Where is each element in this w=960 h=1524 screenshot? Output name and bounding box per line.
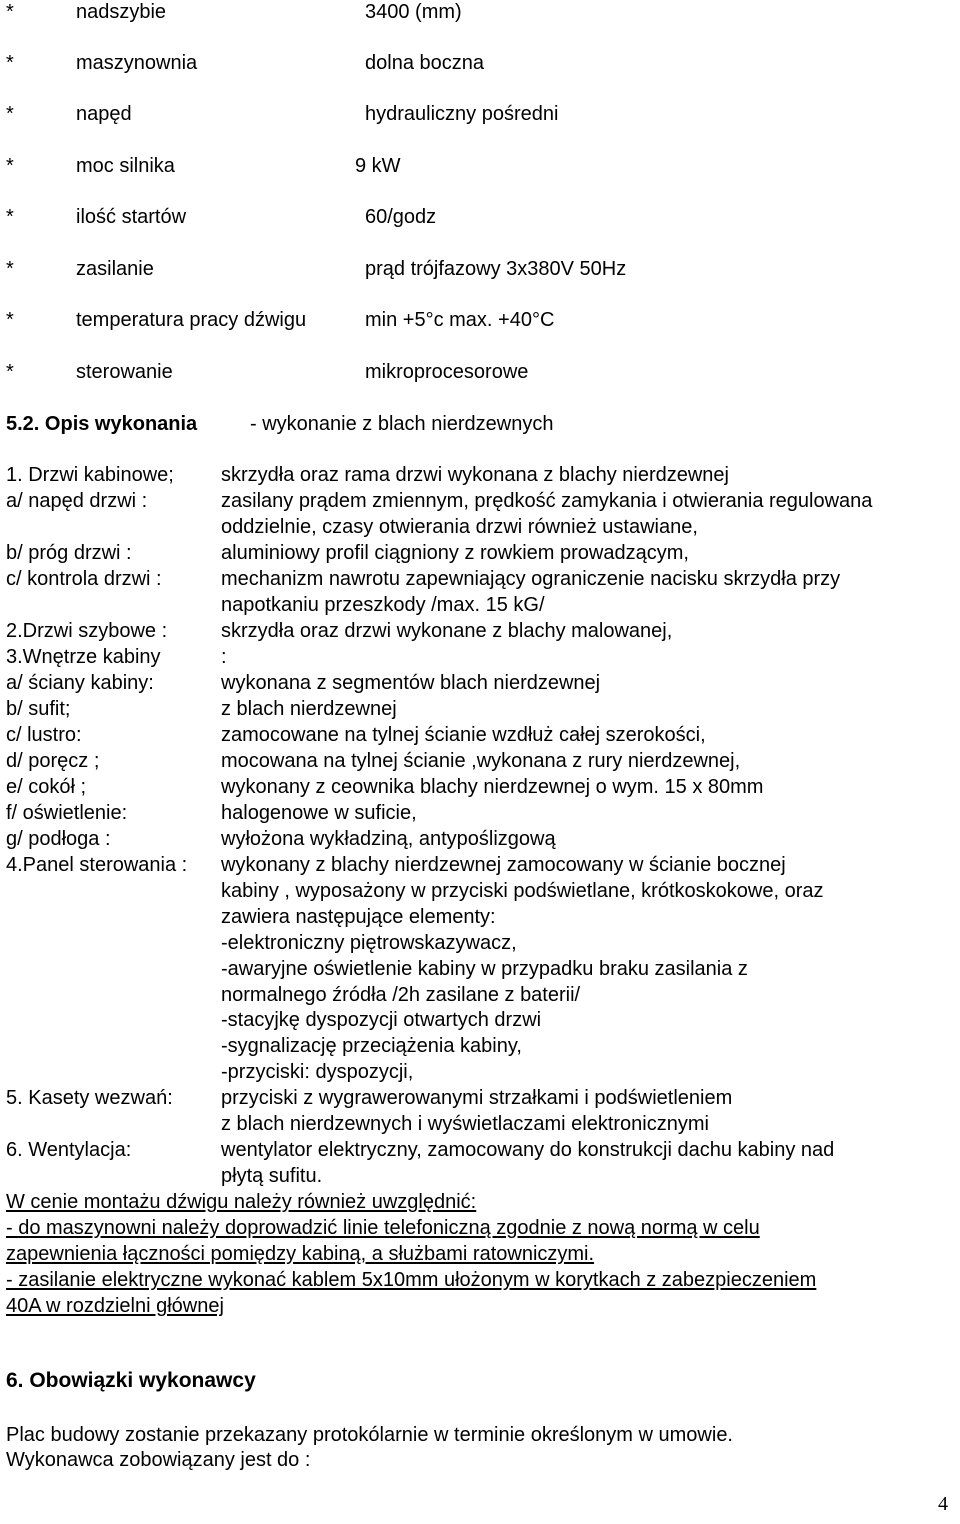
- param-label: moc silnika: [76, 155, 175, 177]
- item-label: c/ lustro:: [6, 724, 82, 746]
- item-text: skrzydła oraz rama drzwi wykonana z blachy nierdzewnej: [221, 464, 729, 486]
- item-text: wykonany z blachy nierdzewnej zamocowany w ścianie bocznej: [221, 854, 786, 876]
- bullet-star: *: [6, 258, 14, 280]
- item-text: aluminiowy profil ciągniony z rowkiem prowadzącym,: [221, 542, 689, 564]
- bullet-star: *: [6, 309, 14, 331]
- item-text: halogenowe w suficie,: [221, 802, 417, 824]
- item-label: 4.Panel sterowania :: [6, 854, 188, 876]
- item-text: zamocowane na tylnej ścianie wzdłuż całej szerokości,: [221, 724, 706, 746]
- item-text: oddzielnie, czasy otwierania drzwi również ustawiane,: [221, 516, 698, 538]
- item-text: wykonana z segmentów blach nierdzewnej: [221, 672, 601, 694]
- param-value: mikroprocesorowe: [365, 361, 529, 383]
- item-text: -sygnalizację przeciążenia kabiny,: [221, 1035, 522, 1057]
- page-number: 4: [938, 1493, 948, 1515]
- item-text: z blach nierdzewnych i wyświetlaczami elektronicznymi: [221, 1113, 709, 1135]
- param-label: maszynownia: [76, 52, 198, 74]
- item-text: płytą sufitu.: [221, 1165, 323, 1187]
- item-label: g/ podłoga :: [6, 828, 111, 850]
- item-text: -awaryjne oświetlenie kabiny w przypadku braku zasilania z: [221, 958, 748, 980]
- item-label: a/ ściany kabiny:: [6, 672, 154, 694]
- item-label: b/ próg drzwi :: [6, 542, 132, 564]
- param-value: hydrauliczny pośredni: [365, 103, 559, 125]
- item-label: 1. Drzwi kabinowe;: [6, 464, 174, 486]
- param-label: zasilanie: [76, 258, 154, 280]
- bullet-star: *: [6, 155, 14, 177]
- param-label: temperatura pracy dźwigu: [76, 309, 307, 331]
- note-line: W cenie montażu dźwigu należy również uwzględnić:: [6, 1191, 477, 1213]
- item-label: 3.Wnętrze kabiny: [6, 646, 161, 668]
- param-value: 9 kW: [355, 155, 401, 177]
- bullet-star: *: [6, 52, 14, 74]
- param-label: napęd: [76, 103, 132, 125]
- section-heading: 5.2. Opis wykonania: [6, 413, 198, 435]
- item-text: -stacyjkę dyspozycji otwartych drzwi: [221, 1009, 542, 1031]
- bullet-star: *: [6, 1, 14, 23]
- param-value: 3400 (mm): [365, 1, 462, 23]
- item-text: mocowana na tylnej ścianie ,wykonana z rury nierdzewnej,: [221, 750, 741, 772]
- item-text: normalnego źródła /2h zasilane z baterii/: [221, 984, 581, 1006]
- note-line: zapewnienia łączności pomiędzy kabiną, a służbami ratowniczymi.: [6, 1243, 595, 1265]
- item-text: napotkaniu przeszkody /max. 15 kG/: [221, 594, 545, 616]
- item-text: przyciski z wygrawerowanymi strzałkami i podświetleniem: [221, 1087, 733, 1109]
- item-text: wykonany z ceownika blachy nierdzewnej o wym. 15 x 80mm: [221, 776, 764, 798]
- note-line: - do maszynowni należy doprowadzić linie telefoniczną zgodnie z nową normą w celu: [6, 1217, 760, 1239]
- param-label: sterowanie: [76, 361, 173, 383]
- item-text: skrzydła oraz drzwi wykonane z blachy malowanej,: [221, 620, 673, 642]
- bullet-star: *: [6, 206, 14, 228]
- item-text: -elektroniczny piętrowskazywacz,: [221, 932, 517, 954]
- item-text: mechanizm nawrotu zapewniający ograniczenie nacisku skrzydła przy: [221, 568, 841, 590]
- param-value: 60/godz: [365, 206, 437, 228]
- item-label: 2.Drzwi szybowe :: [6, 620, 168, 642]
- param-value: prąd trójfazowy 3x380V 50Hz: [365, 258, 627, 280]
- param-label: ilość startów: [76, 206, 187, 228]
- item-text: wentylator elektryczny, zamocowany do konstrukcji dachu kabiny nad: [221, 1139, 835, 1161]
- item-label: d/ poręcz ;: [6, 750, 100, 772]
- item-label: 5. Kasety wezwań:: [6, 1087, 173, 1109]
- item-text: zawiera następujące elementy:: [221, 906, 496, 928]
- section-heading: 6. Obowiązki wykonawcy: [6, 1369, 256, 1392]
- item-label: a/ napęd drzwi :: [6, 490, 148, 512]
- item-text: wyłożona wykładziną, antypoślizgową: [221, 828, 556, 850]
- paragraph-line: Wykonawca zobowiązany jest do :: [6, 1449, 311, 1471]
- item-label: 6. Wentylacja:: [6, 1139, 132, 1161]
- param-value: dolna boczna: [365, 52, 484, 74]
- item-label: e/ cokół ;: [6, 776, 87, 798]
- param-label: nadszybie: [76, 1, 167, 23]
- item-text: :: [221, 646, 227, 668]
- item-text: zasilany prądem zmiennym, prędkość zamykania i otwierania regulowana: [221, 490, 873, 512]
- bullet-star: *: [6, 103, 14, 125]
- item-label: c/ kontrola drzwi :: [6, 568, 162, 590]
- section-subtext: - wykonanie z blach nierdzewnych: [250, 413, 554, 435]
- note-line: - zasilanie elektryczne wykonać kablem 5x10mm ułożonym w korytkach z zabezpieczeniem: [6, 1269, 817, 1291]
- paragraph-line: Plac budowy zostanie przekazany protokólarnie w terminie określonym w umowie.: [6, 1424, 733, 1446]
- item-text: -przyciski: dyspozycji,: [221, 1061, 414, 1083]
- item-label: b/ sufit;: [6, 698, 71, 720]
- item-text: kabiny , wyposażony w przyciski podświetlane, krótkoskokowe, oraz: [221, 880, 824, 902]
- note-line: 40A w rozdzielni głównej: [6, 1295, 224, 1317]
- bullet-star: *: [6, 361, 14, 383]
- item-text: z blach nierdzewnej: [221, 698, 397, 720]
- item-label: f/ oświetlenie:: [6, 802, 128, 824]
- param-value: min +5°c max. +40°C: [365, 309, 555, 331]
